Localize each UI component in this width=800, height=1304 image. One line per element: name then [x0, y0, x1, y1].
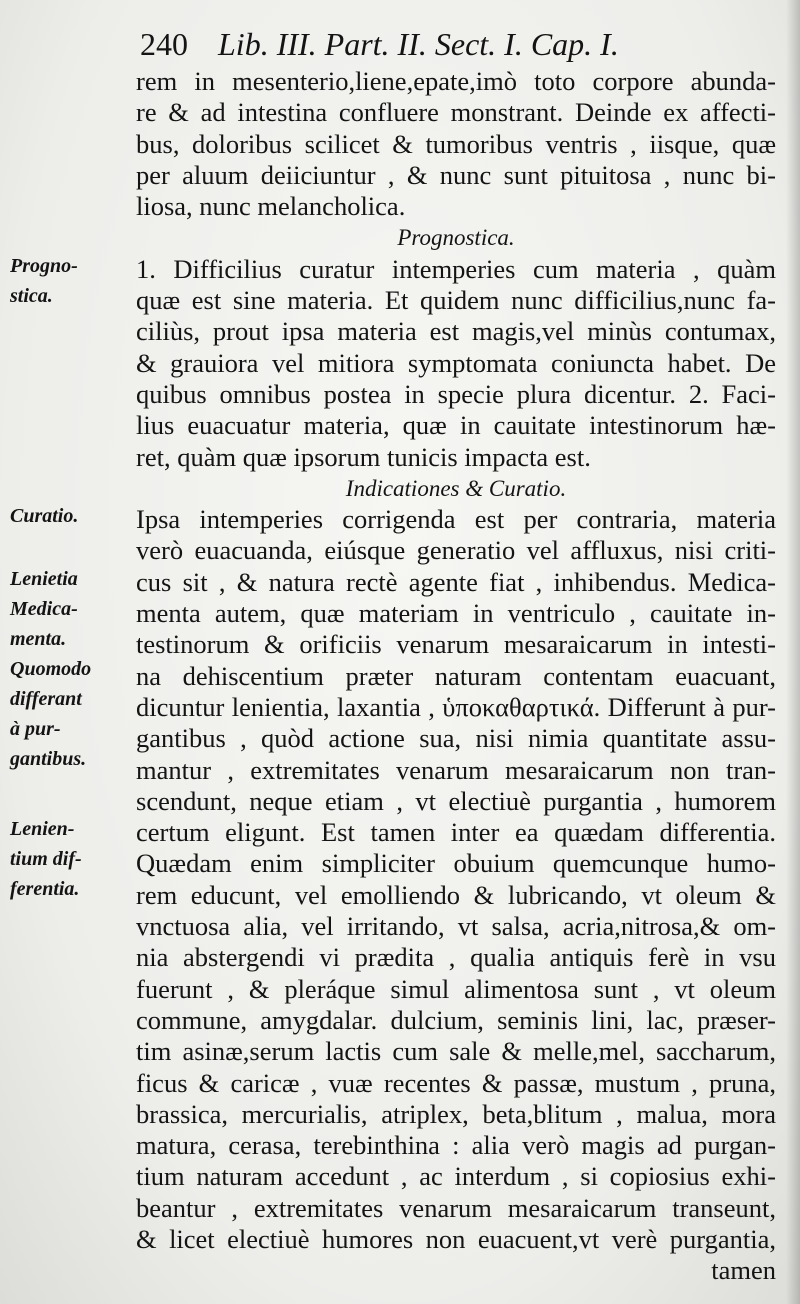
page-number: 240 — [140, 26, 188, 62]
text-line: commune, amygdalar. dulcium, seminis lini, lac, præser- — [136, 1004, 776, 1035]
margin-note-line: differant — [10, 687, 82, 710]
margin-note — [10, 814, 138, 904]
running-header — [140, 24, 700, 64]
margin-note-line: gantibus. — [10, 747, 87, 770]
margin-note-line: Progno- — [10, 254, 78, 277]
text-line: 1. Difficilius curatur intemperies cum materia , quàm — [136, 253, 776, 284]
text-line: nia abstergendi vi prædita , qualia antiquis ferè in vsu — [136, 942, 776, 973]
running-title: Lib. III. Part. II. Sect. I. Cap. I. — [218, 26, 619, 62]
text-line: cus sit , & natura rectè agente fiat , inhibendus. Medica- — [136, 566, 776, 597]
text-line: lius euacuatur materia, quæ in cauitate intestinorum hæ- — [136, 410, 776, 441]
text-line: Quædam enim simpliciter obuium quemcunque humo- — [136, 848, 776, 879]
margin-note-line: Medica- — [10, 597, 78, 620]
section-heading: Indicationes & Curatio. — [345, 475, 567, 501]
text-line: certum eligunt. Est tamen inter ea quædam differentia. — [136, 817, 776, 848]
margin-note-line: ferentia. — [10, 878, 80, 901]
text-line: & licet electiuè humores non euacuent,vt verè purgantia, — [136, 1223, 776, 1254]
text-line: tamen — [711, 1255, 776, 1286]
margin-note-line: Quomodo — [10, 657, 92, 680]
text-line: fuerunt , & pleráque simul alimentosa sunt , vt oleum — [136, 973, 776, 1004]
text-line: bus, doloribus scilicet & tumoribus ventris , iisque, quæ — [136, 128, 776, 159]
text-line: tium naturam accedunt , ac interdum , si copiosius exhi- — [136, 1161, 776, 1192]
text-line: quæ est sine materia. Et quidem nunc difficilius,nunc fa- — [136, 285, 776, 316]
text-line: gantibus , quòd actione sua, nisi nimia quantitate assu- — [136, 723, 776, 754]
text-line: & grauiora vel mitiora symptomata coniuncta habet. De — [136, 347, 776, 378]
margin-note-line: tium dif- — [10, 848, 82, 871]
text-line: tim asinæ,serum lactis cum sale & melle,mel, saccharum, — [136, 1036, 776, 1067]
text-line: rem in mesenterio,liene,epate,imò toto corpore abunda- — [136, 66, 776, 96]
text-line: per aluum deiiciuntur , & nunc sunt pituitosa , nunc bi- — [136, 159, 776, 190]
text-line: liosa, nunc melancholica. — [136, 191, 406, 222]
margin-note-line: menta. — [10, 627, 67, 650]
section-heading: Prognostica. — [397, 225, 515, 251]
text-line: rem educunt, vel emolliendo & lubricando, vt oleum & — [136, 879, 776, 910]
text-line: matura, cerasa, terebinthina : alia verò magis ad purgan- — [136, 1130, 776, 1161]
margin-note-line: stica. — [10, 284, 53, 307]
page-gutter-shadow — [786, 0, 800, 1304]
text-line: quibus omnibus postea in specie plura dicentur. 2. Faci- — [136, 378, 776, 409]
text-line: dicuntur lenientia, laxantia , ὑποκαθαρτικά. Differunt à pur- — [136, 691, 776, 722]
margin-note — [10, 501, 138, 531]
text-line: mantur , extremitates venarum mesaraicarum non tran- — [136, 754, 776, 785]
text-line: scendunt, neque etiam , vt electiuè purgantia , humorem — [136, 785, 776, 816]
text-line: menta autem, quæ materiam in ventriculo , cauitate in- — [136, 598, 776, 629]
margin-note — [10, 564, 138, 774]
text-line: ret, quàm quæ ipsorum tunicis impacta est. — [136, 441, 591, 472]
margin-note-line: Curatio. — [10, 505, 79, 528]
margin-note-line: à pur- — [10, 717, 61, 740]
body-text — [136, 66, 776, 1287]
text-line: Ipsa intemperies corrigenda est per contraria, materia — [136, 504, 776, 535]
text-line: verò euacuanda, eiúsque generatio vel affluxus, nisi criti- — [136, 535, 776, 566]
text-line: na dehiscentium præter naturam contentam euacuant, — [136, 660, 776, 691]
margin-note-line: Lenien- — [10, 818, 75, 841]
text-line: brassica, mercurialis, atriplex, beta,blitum , malua, mora — [136, 1098, 776, 1129]
margin-note — [10, 251, 138, 311]
text-line: testinorum & orificiis venarum mesaraicarum in intesti- — [136, 629, 776, 660]
text-line: ciliùs, prout ipsa materia est magis,vel minùs contumax, — [136, 316, 776, 347]
text-line: vnctuosa alia, vel irritando, vt salsa, acria,nitrosa,& om- — [136, 911, 776, 942]
margin-note-line: Lenietia — [10, 567, 78, 590]
text-line: ficus & caricæ , vuæ recentes & passæ, mustum , pruna, — [136, 1067, 776, 1098]
text-line: beantur , extremitates venarum mesaraicarum transeunt, — [136, 1192, 776, 1223]
text-line: re & ad intestina confluere monstrant. Deinde ex affecti- — [136, 97, 776, 128]
